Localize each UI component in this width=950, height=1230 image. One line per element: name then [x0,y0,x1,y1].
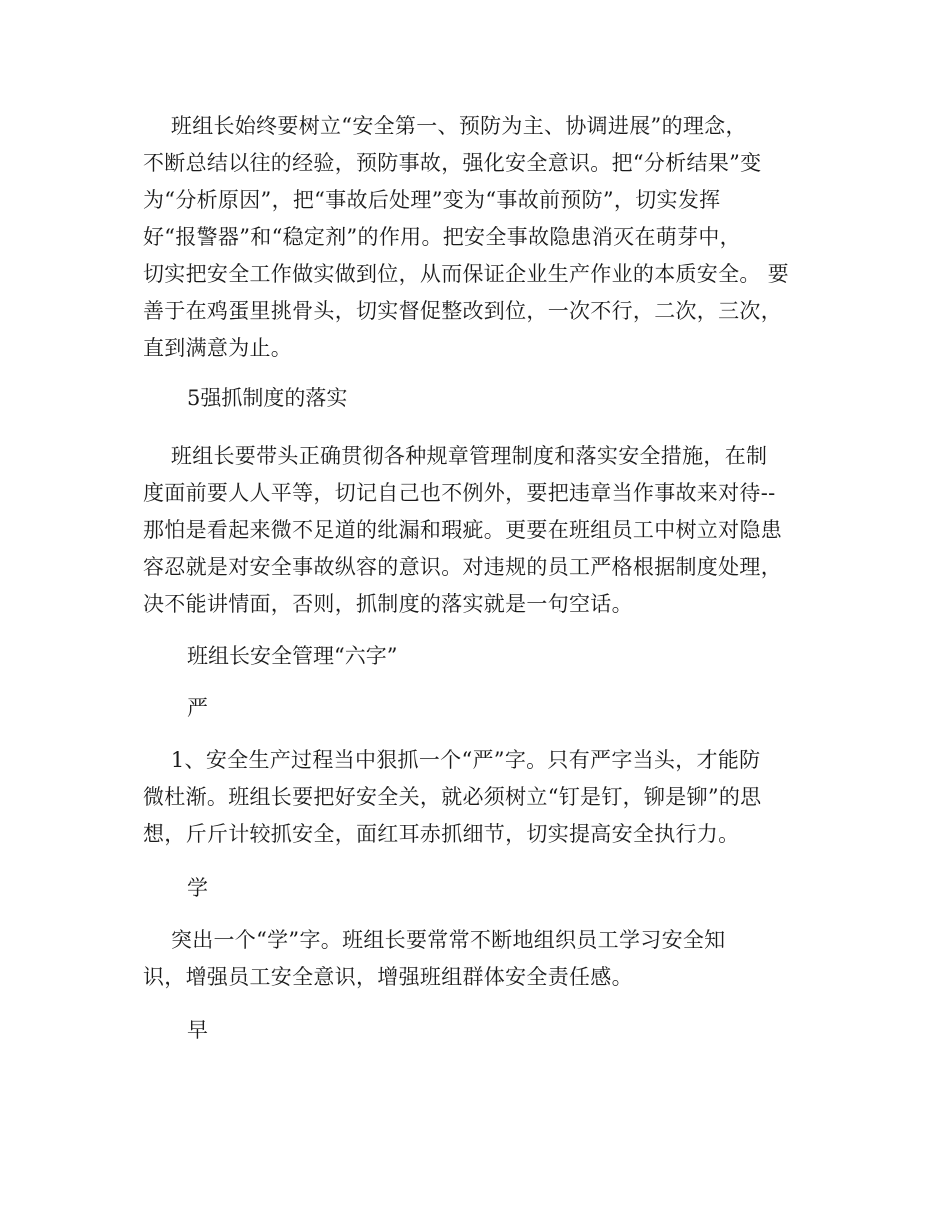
subheading-early: 早 [187,1018,208,1042]
text-line: 想，斤斤计较抓安全，面红耳赤抓细节，切实提高安全执行力。 [143,822,740,846]
paragraph-system-implementation [143,438,813,623]
text-line: 不断总结以往的经验，预防事故，强化安全意识。把“分析结果”变 [143,151,762,175]
text-line: 为“分析原因”，把“事故后处理”变为“事故前预防”，切实发挥 [143,188,721,212]
text-line: 善于在鸡蛋里挑骨头，切实督促整改到位，一次不行，二次，三次， [143,299,782,323]
text-line: 度面前要人人平等，切记自己也不例外，要把违章当作事故来对待-- [143,481,776,505]
text-line: 直到满意为止。 [143,336,293,360]
text-line: 1、安全生产过程当中狠抓一个“严”字。只有严字当头，才能防 [143,748,761,772]
subheading-strict: 严 [187,696,208,720]
paragraph-learn [143,922,813,996]
text-line: 微杜渐。班组长要把好安全关，就必须树立“钉是钉，铆是铆”的思 [143,785,762,809]
text-line: 突出一个“学”字。班组长要常常不断地组织员工学习安全知 [143,928,726,952]
text-line: 好“报警器”和“稳定剂”的作用。把安全事故隐患消灭在萌芽中， [143,225,741,249]
text-line: 容忍就是对安全事故纵容的意识。对违规的员工严格根据制度处理， [143,555,782,579]
subheading-learn: 学 [187,876,208,900]
paragraph-strict [143,742,813,853]
text-line: 切实把安全工作做实做到位，从而保证企业生产作业的本质安全。 要 [143,262,789,286]
section-heading-six-characters: 班组长安全管理“六字” [187,644,398,668]
text-line: 那怕是看起来微不足道的纰漏和瑕疵。更要在班组员工中树立对隐患 [143,518,782,542]
text-line: 班组长要带头正确贯彻各种规章管理制度和落实安全措施，在制 [143,444,768,468]
text-line: 决不能讲情面，否则，抓制度的落实就是一句空话。 [143,592,633,616]
text-line: 班组长始终要树立“安全第一、预防为主、协调进展”的理念， [143,114,747,138]
section-heading-system-implementation: 5强抓制度的落实 [187,386,348,410]
text-line: 识，增强员工安全意识，增强班组群体安全责任感。 [143,965,633,989]
paragraph-safety-philosophy [143,108,813,367]
